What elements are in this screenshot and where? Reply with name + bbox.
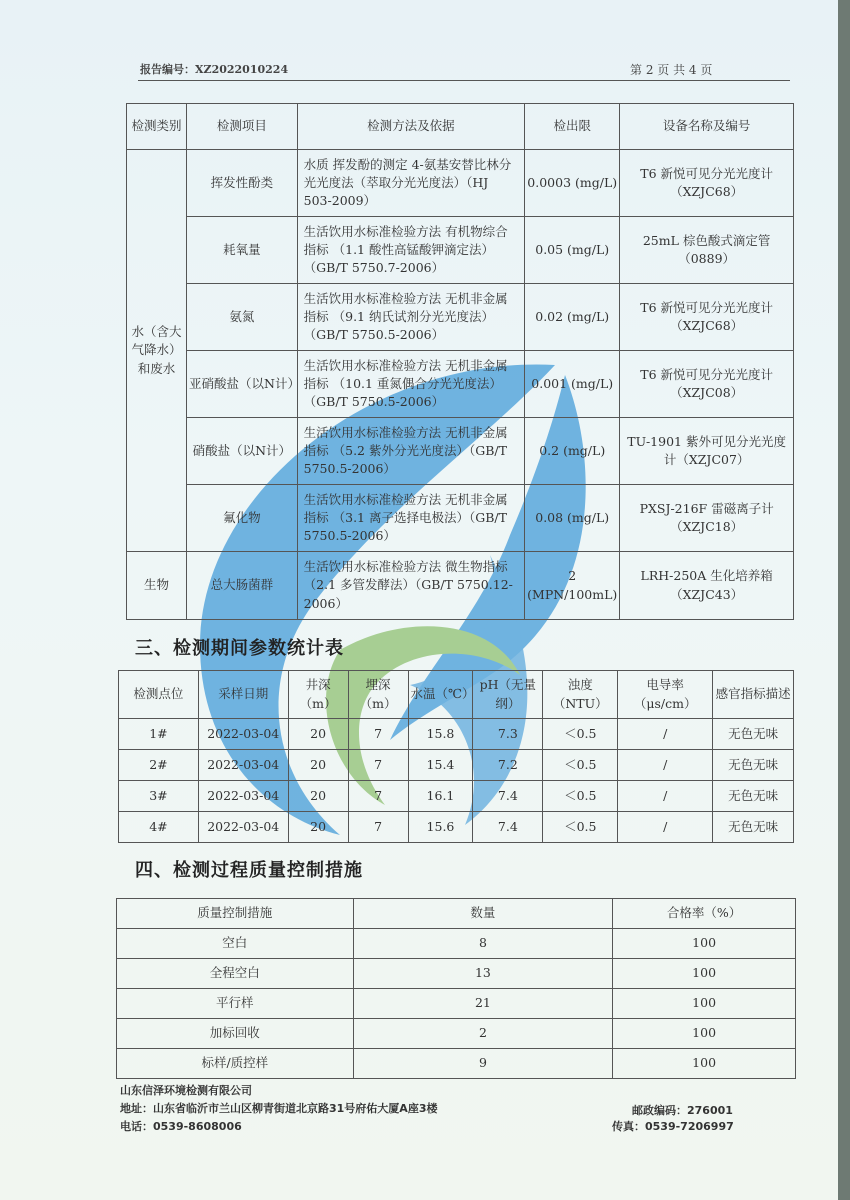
table-row [127,284,794,351]
page-number: 第 2 页 共 4 页 [630,63,713,77]
table-cell: / [618,781,713,812]
device-cell: T6 新悦可见分光光度计（XZJC08） [620,351,794,418]
table-cell: ＜0.5 [543,719,618,750]
table-cell: 7.3 [473,719,543,750]
footer-phone: 电话：0539-8608006 [120,1120,242,1133]
table-header-row [127,104,794,150]
table-cell: 7.2 [473,750,543,781]
table-cell: 2022-03-04 [198,812,288,843]
table-row [127,552,794,620]
table-header-row [119,671,794,719]
table-cell: 13 [353,959,613,989]
method-cell: 生活饮用水标准检验方法 有机物综合指标 （1.1 酸性高锰酸钾滴定法）（GB/T 5750.7-2006） [297,217,525,284]
table-cell: 标样/质控样 [117,1049,354,1079]
table-cell: ＜0.5 [543,750,618,781]
header-cell: 井深（m） [288,671,348,719]
table-row [127,150,794,217]
table-cell: 100 [613,929,796,959]
method-cell: 生活饮用水标准检验方法 无机非金属指标 （5.2 紫外分光光度法）（GB/T 5750.5-2006） [297,418,525,485]
table-cell: 7.4 [473,781,543,812]
limit-cell: 0.2 (mg/L) [525,418,620,485]
table-cell: / [618,750,713,781]
table-cell: 100 [613,1019,796,1049]
table-cell: 20 [288,750,348,781]
table-cell: 21 [353,989,613,1019]
detection-methods-table [126,103,794,620]
item-cell: 氨氮 [187,284,298,351]
header-cell: 水温（℃） [408,671,473,719]
table-cell: 9 [353,1049,613,1079]
paper-edge [838,0,850,1200]
parameter-statistics-table [118,670,794,843]
device-cell: LRH-250A 生化培养箱（XZJC43） [620,552,794,620]
device-cell: T6 新悦可见分光光度计（XZJC68） [620,284,794,351]
table-cell: 无色无味 [713,750,794,781]
table-row [117,1049,796,1079]
table-cell: 100 [613,989,796,1019]
category-cell: 生物 [127,552,187,620]
table-cell: 2022-03-04 [198,719,288,750]
device-cell: PXSJ-216F 雷磁离子计（XZJC18） [620,485,794,552]
table-cell: / [618,812,713,843]
table-cell: 7 [348,719,408,750]
table-cell: 2# [119,750,199,781]
table-cell: 100 [613,959,796,989]
header-cell: 合格率（%） [613,899,796,929]
table-cell: 平行样 [117,989,354,1019]
table-cell: 1# [119,719,199,750]
table-cell: 7 [348,781,408,812]
footer-company: 山东信泽环境检测有限公司 [120,1084,252,1097]
table-cell: 无色无味 [713,781,794,812]
header-cell: 埋深（m） [348,671,408,719]
section-title-quality-control: 四、检测过程质量控制措施 [135,860,363,881]
table-row [127,418,794,485]
table-cell: 加标回收 [117,1019,354,1049]
quality-control-table [116,898,796,1079]
item-cell: 硝酸盐（以N计） [187,418,298,485]
table-cell: 20 [288,719,348,750]
table-cell: 7 [348,812,408,843]
table-row [117,959,796,989]
item-cell: 总大肠菌群 [187,552,298,620]
device-cell: T6 新悦可见分光光度计（XZJC68） [620,150,794,217]
device-cell: TU-1901 紫外可见分光光度计（XZJC07） [620,418,794,485]
header-cell: 质量控制措施 [117,899,354,929]
table-row [127,351,794,418]
table-cell: 16.1 [408,781,473,812]
method-cell: 生活饮用水标准检验方法 无机非金属指标 （9.1 纳氏试剂分光光度法）（GB/T 5750.5-2006） [297,284,525,351]
item-cell: 耗氧量 [187,217,298,284]
header-cell: 感官指标描述 [713,671,794,719]
item-cell: 氟化物 [187,485,298,552]
limit-cell: 0.02 (mg/L) [525,284,620,351]
table-row [127,485,794,552]
footer-postcode: 邮政编码：276001 [632,1104,733,1117]
table-cell: / [618,719,713,750]
method-cell: 水质 挥发酚的测定 4-氨基安替比林分光光度法（萃取分光光度法）（HJ 503-2009） [297,150,525,217]
table-cell: 8 [353,929,613,959]
table-cell: 空白 [117,929,354,959]
header-cell: 检测项目 [187,104,298,150]
limit-cell: 0.05 (mg/L) [525,217,620,284]
table-cell: 4# [119,812,199,843]
table-row [119,812,794,843]
table-row [119,719,794,750]
header-cell: 浊度（NTU） [543,671,618,719]
header-cell: pH（无量纲） [473,671,543,719]
table-row [117,989,796,1019]
footer-address: 地址：山东省临沂市兰山区柳青街道北京路31号府佑大厦A座3楼 [120,1102,438,1115]
item-cell: 挥发性酚类 [187,150,298,217]
device-cell: 25mL 棕色酸式滴定管（0889） [620,217,794,284]
table-cell: 7.4 [473,812,543,843]
section-title-parameters: 三、检测期间参数统计表 [135,638,344,659]
method-cell: 生活饮用水标准检验方法 无机非金属指标 （10.1 重氮偶合分光光度法）（GB/T 5750.5-2006） [297,351,525,418]
table-cell: 无色无味 [713,719,794,750]
limit-cell: 2 (MPN/100mL) [525,552,620,620]
header-cell: 检测类别 [127,104,187,150]
table-cell: 15.6 [408,812,473,843]
table-row [119,750,794,781]
table-cell: 15.8 [408,719,473,750]
table-cell: 2022-03-04 [198,750,288,781]
table-row [119,781,794,812]
header-rule [138,80,790,81]
footer-fax: 传真：0539-7206997 [612,1120,734,1133]
limit-cell: 0.08 (mg/L) [525,485,620,552]
header-cell: 电导率（μs/cm） [618,671,713,719]
table-cell: 7 [348,750,408,781]
table-cell: ＜0.5 [543,812,618,843]
report-number: 报告编号：XZ2022010224 [140,63,289,76]
table-row [117,1019,796,1049]
table-cell: 100 [613,1049,796,1079]
table-cell: 15.4 [408,750,473,781]
header-cell: 检出限 [525,104,620,150]
limit-cell: 0.0003 (mg/L) [525,150,620,217]
table-cell: 3# [119,781,199,812]
table-header-row [117,899,796,929]
table-row [127,217,794,284]
method-cell: 生活饮用水标准检验方法 无机非金属指标 （3.1 离子选择电极法）（GB/T 5750.5-2006） [297,485,525,552]
table-row [117,929,796,959]
table-cell: 20 [288,812,348,843]
header-cell: 设备名称及编号 [620,104,794,150]
item-cell: 亚硝酸盐（以N计） [187,351,298,418]
table-cell: 2022-03-04 [198,781,288,812]
header-cell: 采样日期 [198,671,288,719]
table-cell: 2 [353,1019,613,1049]
table-cell: ＜0.5 [543,781,618,812]
table-cell: 20 [288,781,348,812]
category-cell: 水（含大气降水）和废水 [127,150,187,552]
header-cell: 检测点位 [119,671,199,719]
header-cell: 检测方法及依据 [297,104,525,150]
limit-cell: 0.001 (mg/L) [525,351,620,418]
table-cell: 全程空白 [117,959,354,989]
method-cell: 生活饮用水标准检验方法 微生物指标 （2.1 多管发酵法）（GB/T 5750.12-2006） [297,552,525,620]
header-cell: 数量 [353,899,613,929]
table-cell: 无色无味 [713,812,794,843]
